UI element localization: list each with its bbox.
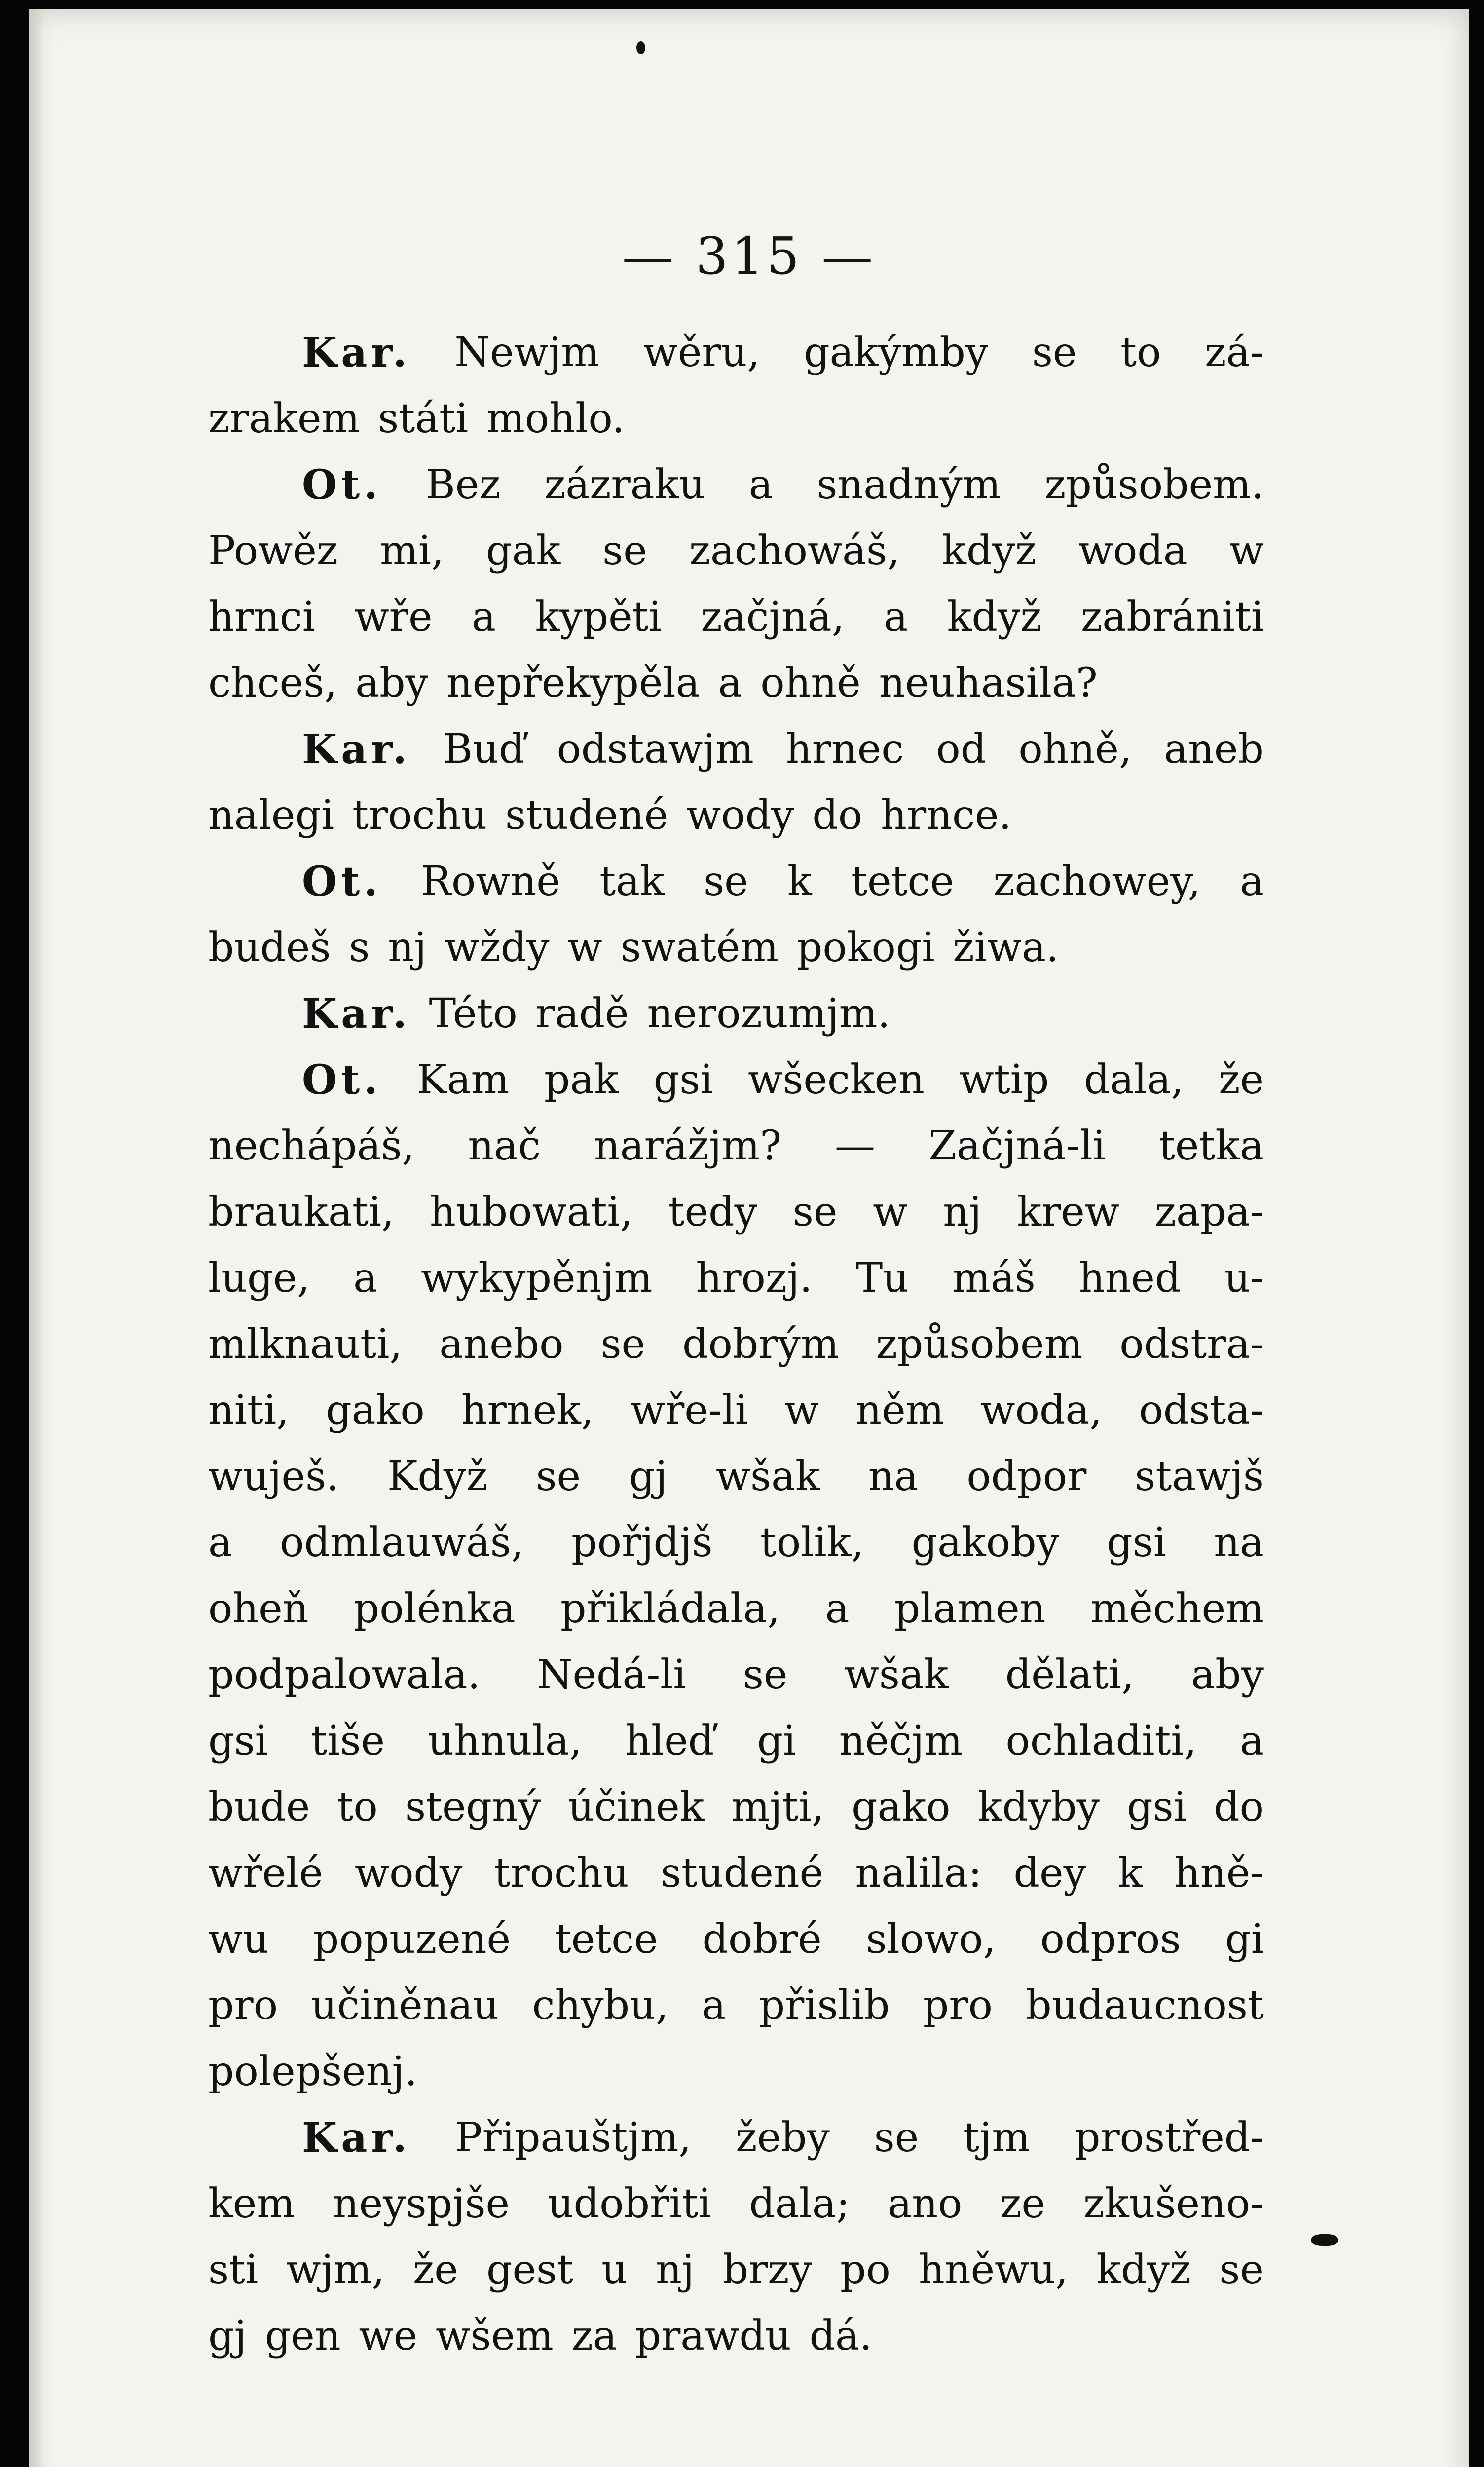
word: a [884, 594, 908, 640]
text-line [208, 1179, 1264, 1245]
word: zachowáš, [689, 527, 900, 574]
word: woda, [980, 1387, 1103, 1434]
word: ohně [760, 660, 861, 707]
word: nalila: [855, 1850, 982, 1897]
word: gen [264, 2313, 341, 2359]
word: Kam [416, 1056, 510, 1103]
word: uhnula, [428, 1718, 582, 1764]
word: tetka [1158, 1122, 1264, 1169]
word: wřelé [208, 1850, 323, 1897]
word: Buď [443, 726, 525, 773]
word: pro [923, 1982, 993, 2029]
word: se [1032, 329, 1077, 376]
text-line [208, 1774, 1264, 1840]
text-line [208, 2171, 1264, 2237]
word: za [571, 2313, 617, 2359]
word: wody [354, 1850, 463, 1897]
word: niti, [208, 1387, 290, 1434]
word: wře [354, 594, 433, 640]
word: mjti, [731, 1784, 824, 1831]
word: hubowati, [430, 1189, 633, 1235]
word: Tu [855, 1255, 909, 1302]
word: wjm, [286, 2246, 385, 2293]
word: wu [208, 1916, 269, 1963]
word: nj [943, 1189, 982, 1235]
word: a [1240, 858, 1264, 905]
word: hrozj. [696, 1255, 813, 1302]
word: udobřiti [547, 2180, 711, 2227]
word: odpor [966, 1453, 1087, 1500]
word: brzy [722, 2246, 812, 2293]
word: prostřed- [1074, 2114, 1264, 2161]
body-text [208, 320, 1264, 2369]
word: zá- [1205, 329, 1264, 376]
text-line [208, 518, 1264, 584]
word: nerozumjm. [647, 990, 890, 1037]
text-line [208, 1906, 1264, 1973]
word: zapa- [1154, 1189, 1264, 1235]
word: pro [208, 1982, 278, 2029]
word: ochladiti, [1005, 1718, 1197, 1764]
word: prawdu [635, 2313, 791, 2359]
word: zachowey, [993, 858, 1201, 905]
word: odmlauwáš, [280, 1519, 524, 1566]
word: to [1120, 329, 1161, 376]
word: wře-li [630, 1387, 748, 1434]
word: gakýmby [804, 329, 989, 376]
word: že [413, 2246, 458, 2293]
text-line [208, 1642, 1264, 1708]
book-page [29, 9, 1469, 2467]
word: se [874, 2114, 919, 2161]
word: odstawjm [556, 726, 754, 773]
word: Rowně [421, 858, 560, 905]
word: bude [208, 1784, 310, 1831]
word: se [536, 1453, 581, 1500]
word: wykypěnjm [420, 1255, 653, 1302]
word: s [349, 924, 370, 971]
word: — [835, 1122, 876, 1169]
word: wšecken [748, 1056, 925, 1103]
text-line [208, 849, 1264, 915]
word: neuhasila? [879, 660, 1098, 707]
word: když [942, 527, 1037, 574]
word: w [784, 1387, 819, 1434]
text-line [208, 783, 1264, 849]
text-line [208, 2039, 1264, 2105]
word: k [1118, 1850, 1143, 1897]
word: dobrým [682, 1321, 839, 1368]
word: něm [855, 1387, 944, 1434]
word: gest [486, 2246, 574, 2293]
word: hrnci [208, 594, 315, 640]
word: začjná, [701, 594, 845, 640]
word: kem [208, 2180, 295, 2227]
word: aby [1191, 1651, 1264, 1698]
word: se [792, 1189, 838, 1235]
text-line [208, 2237, 1264, 2303]
word: gako [326, 1387, 425, 1434]
word: swatém [620, 924, 779, 971]
speaker-label: Kar. [302, 2114, 411, 2162]
word: že [1219, 1056, 1264, 1103]
word: ano [888, 2180, 963, 2227]
word: dala; [749, 2180, 850, 2227]
text-line [208, 386, 1264, 452]
word: nj [388, 924, 427, 971]
text-line [208, 1708, 1264, 1774]
word: tak [599, 858, 665, 905]
word: zrakem [208, 395, 360, 442]
word: stawjš [1135, 1453, 1264, 1500]
text-line [208, 452, 1264, 518]
speaker-label: Ot. [302, 461, 382, 509]
word: hněwu, [919, 2246, 1069, 2293]
word: gsi [653, 1056, 713, 1103]
text-line [208, 1510, 1264, 1576]
word: se [602, 527, 647, 574]
word: státi [378, 395, 469, 442]
word: dobré [702, 1916, 822, 1963]
word: tjm [963, 2114, 1031, 2161]
word: přislib [759, 1982, 890, 2029]
word: w [1229, 527, 1264, 574]
text-line [208, 1576, 1264, 1642]
word: neyspjše [333, 2180, 510, 2227]
text-line [208, 1113, 1264, 1179]
word: u- [1224, 1255, 1264, 1302]
text-line [208, 1973, 1264, 2039]
word: oheň [208, 1585, 309, 1632]
word: něčjm [839, 1718, 963, 1764]
word: když [947, 594, 1042, 640]
word: hrnec [785, 726, 904, 773]
word: se [742, 1651, 788, 1698]
word: a [825, 1585, 850, 1632]
word: gsi [208, 1718, 268, 1764]
word: zkušeno- [1083, 2180, 1264, 2227]
page-number: — 315 — [622, 226, 876, 286]
word: tiše [311, 1718, 385, 1764]
word: trochu [352, 792, 487, 839]
word: braukati, [208, 1189, 395, 1235]
word: Nedá-li [537, 1651, 686, 1698]
word: Připauštjm, [455, 2114, 692, 2161]
word: a [353, 1255, 377, 1302]
page-gutter-shadow [29, 9, 44, 2467]
word: gi [1225, 1916, 1264, 1963]
word: dělati, [1005, 1651, 1135, 1698]
word: pak [544, 1056, 619, 1103]
word: polepšenj. [208, 2048, 418, 2095]
word: účinek [568, 1784, 705, 1831]
word: na [868, 1453, 919, 1500]
word: pokogi [796, 924, 935, 971]
word: snadným [816, 461, 1001, 508]
word: studené [660, 1850, 824, 1897]
word: po [840, 2246, 890, 2293]
speaker-label: Ot. [302, 1056, 382, 1104]
text-line [208, 1245, 1264, 1311]
word: wuješ. [208, 1453, 339, 1500]
word: odstra- [1119, 1321, 1264, 1368]
ink-speck [636, 41, 645, 54]
word: kdyby [977, 1784, 1100, 1831]
word: hně- [1174, 1850, 1264, 1897]
text-line [208, 915, 1264, 981]
word: wždy [445, 924, 550, 971]
text-line [208, 584, 1264, 650]
word: krew [1017, 1189, 1119, 1235]
word: zázraku [544, 461, 705, 508]
word: tetce [851, 858, 954, 905]
text-line [208, 981, 1264, 1047]
word: wtip [959, 1056, 1049, 1103]
ink-speck [1311, 2234, 1338, 2246]
word: když [1096, 2246, 1191, 2293]
word: ze [1000, 2180, 1045, 2227]
word: slowo, [866, 1916, 996, 1963]
word: hned [1078, 1255, 1181, 1302]
word: a [208, 1519, 232, 1566]
word: radě [535, 990, 629, 1037]
word: chceš, [208, 660, 337, 707]
word: gi [757, 1718, 796, 1764]
word: Když [387, 1453, 488, 1500]
word: dá. [809, 2313, 873, 2359]
word: od [936, 726, 987, 773]
word: anebo [439, 1321, 564, 1368]
word: ohně, [1018, 726, 1132, 773]
word: odsta- [1139, 1387, 1264, 1434]
text-line [208, 1311, 1264, 1378]
word: dey [1013, 1850, 1086, 1897]
word: trochu [494, 1850, 629, 1897]
speaker-label: Kar. [302, 990, 411, 1038]
word: tolik, [760, 1519, 864, 1566]
word: mi, [380, 527, 445, 574]
word: způsobem [876, 1321, 1083, 1368]
word: nj [656, 2246, 695, 2293]
word: aby [355, 660, 428, 707]
word: učiněnau [311, 1982, 499, 2029]
word: žiwa. [953, 924, 1059, 971]
speaker-label: Ot. [302, 858, 382, 905]
word: dala, [1084, 1056, 1184, 1103]
word: Newjm [454, 329, 599, 376]
word: a [1240, 1718, 1264, 1764]
word: Této [429, 990, 518, 1037]
word: aneb [1164, 726, 1264, 773]
word: máš [952, 1255, 1036, 1302]
word: gj [629, 1453, 668, 1500]
word: gsi [1127, 1784, 1187, 1831]
word: to [337, 1784, 378, 1831]
word: a [718, 660, 742, 707]
word: a [472, 594, 496, 640]
word: hrnce. [881, 792, 1012, 839]
word: se [704, 858, 748, 905]
word: způsobem. [1044, 461, 1264, 508]
word: gj [208, 2313, 247, 2359]
word: podpalowala. [208, 1651, 481, 1698]
word: gak [486, 527, 561, 574]
word: nechápáš, [208, 1122, 415, 1169]
word: w [873, 1189, 908, 1235]
word: mlknauti, [208, 1321, 403, 1368]
word: u [601, 2246, 628, 2293]
word: woda [1078, 527, 1187, 574]
word: tetce [555, 1916, 658, 1963]
word: zabrániti [1081, 594, 1264, 640]
word: k [787, 858, 812, 905]
word: Bez [425, 461, 501, 508]
word: sti [208, 2246, 259, 2293]
word: nepřekypěla [446, 660, 700, 707]
text-line [208, 320, 1264, 386]
word: odpros [1040, 1916, 1181, 1963]
word: gakoby [911, 1519, 1059, 1566]
word: studené [505, 792, 668, 839]
word: budaucnost [1026, 1982, 1264, 2029]
word: chybu, [532, 1982, 668, 2029]
word: Začjná-li [928, 1122, 1106, 1169]
word: wšak [844, 1651, 949, 1698]
word: do [812, 792, 863, 839]
word: měchem [1090, 1585, 1264, 1632]
word: kypěti [535, 594, 662, 640]
word: stegný [405, 1784, 541, 1831]
word: gsi [1107, 1519, 1166, 1566]
word: nač [468, 1122, 541, 1169]
word: wěru, [643, 329, 760, 376]
word: polénka [353, 1585, 516, 1632]
word: žeby [736, 2114, 830, 2161]
word: mohlo. [486, 395, 625, 442]
word: plamen [894, 1585, 1046, 1632]
word: w [567, 924, 602, 971]
word: a [748, 461, 773, 508]
word: Powěz [208, 527, 338, 574]
word: se [1219, 2246, 1264, 2293]
word: hrnek, [461, 1387, 594, 1434]
speaker-label: Kar. [302, 726, 411, 773]
speaker-label: Kar. [302, 329, 411, 376]
word: do [1214, 1784, 1264, 1831]
word: se [600, 1321, 646, 1368]
text-line [208, 716, 1264, 783]
word: popuzené [313, 1916, 511, 1963]
text-line [208, 650, 1264, 716]
word: nalegi [208, 792, 334, 839]
word: pořjdjš [571, 1519, 713, 1566]
word: wody [686, 792, 794, 839]
word: luge, [208, 1255, 310, 1302]
word: we [359, 2313, 418, 2359]
word: na [1214, 1519, 1264, 1566]
word: gako [852, 1784, 951, 1831]
word: přikládala, [560, 1585, 780, 1632]
word: tedy [668, 1189, 757, 1235]
text-line [208, 1444, 1264, 1510]
text-line [208, 1047, 1264, 1113]
text-line [208, 2105, 1264, 2171]
text-line [208, 1378, 1264, 1444]
word: wšak [715, 1453, 820, 1500]
word: wšem [436, 2313, 554, 2359]
word: hleď [625, 1718, 714, 1764]
text-line [208, 2303, 1264, 2369]
word: narážjm? [594, 1122, 782, 1169]
word: a [702, 1982, 726, 2029]
text-line [208, 1840, 1264, 1906]
word: budeš [208, 924, 331, 971]
